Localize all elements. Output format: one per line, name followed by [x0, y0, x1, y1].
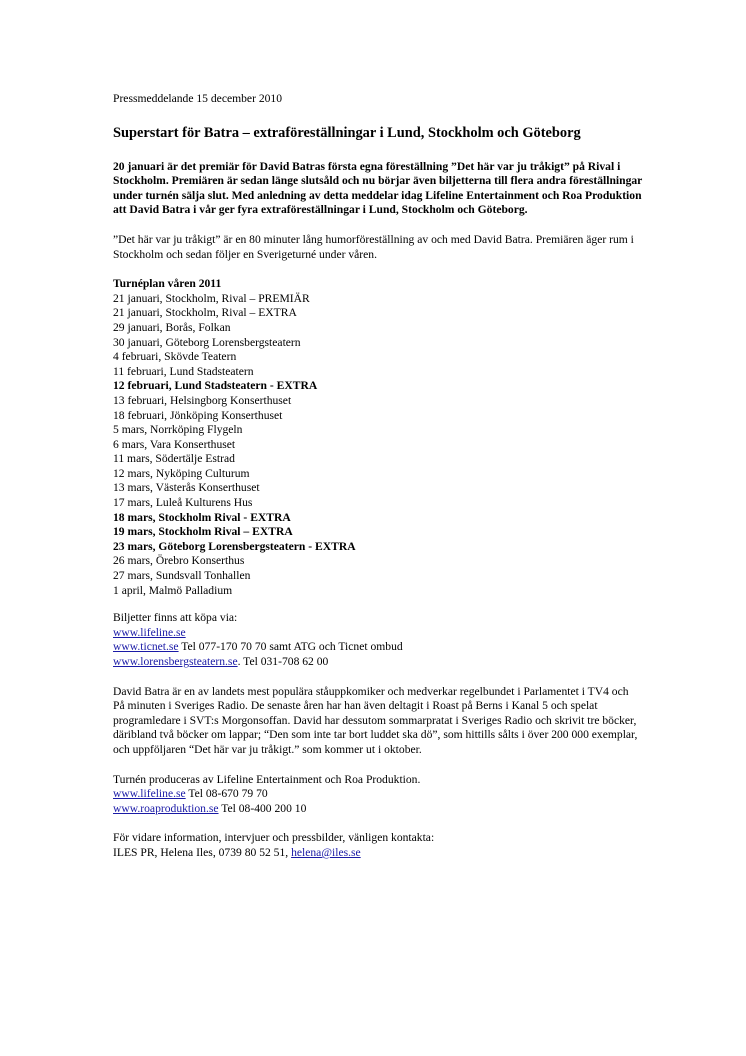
tour-date: 21 januari, Stockholm, Rival – EXTRA — [113, 306, 297, 320]
dateline: Pressmeddelande 15 december 2010 — [113, 92, 283, 105]
lifeline-link[interactable]: www.lifeline.se — [113, 625, 186, 639]
tour-plan-title: Turnéplan våren 2011 — [113, 277, 222, 291]
lorensberg-phone-text: . Tel 031-708 62 00 — [237, 655, 329, 668]
producer-lifeline-phone: Tel 08-670 79 70 — [185, 787, 268, 801]
tour-date: 17 mars, Luleå Kulturens Hus — [113, 496, 253, 510]
tour-date: 6 mars, Vara Konserthuset — [113, 437, 236, 451]
about-paragraph: David Batra är en av landets mest populära ståuppkomiker och medverkar regelbundet i Parlamentet i TV4 och På minuten i Sveriges Radio. De senaste åren har han även deltagit i Roast på Berns i Kanal 5 och spelat programledare i SVT:s Morgonsoffan. David har dessutom sommarpratat i Sveriges Radio och skrivit tre böcker, däribland två böcker om lappar; “Den som inte tar bort luddet ska dö”, som hittills sålts i över 200 000 exemplar, och uppföljaren “Det här var ju tråkigt.” som kommer ut i oktober. — [113, 684, 638, 756]
tour-date: 26 mars, Örebro Konserthus — [113, 554, 245, 568]
contact-email-link[interactable]: helena@iles.se — [291, 845, 361, 859]
tour-date: 30 januari, Göteborg Lorensbergsteatern — [113, 335, 301, 349]
headline: Superstart för Batra – extraföreställningar i Lund, Stockholm och Göteborg — [113, 124, 581, 141]
producer-roa-line — [113, 802, 643, 817]
tour-date: 4 februari, Skövde Teatern — [113, 350, 237, 364]
tour-date: 21 januari, Stockholm, Rival – PREMIÄR — [113, 291, 310, 305]
lead-paragraph: 20 januari är det premiär för David Batras första egna föreställning ”Det här var ju tråkigt” på Rival i Stockholm. Premiären är sedan länge slutsåld och nu börjar även biljetterna till flera andra föreställningar under turnén sälja slut. Med anledning av detta meddelar idag Lifeline Entertainment och Roa Produktion att David Batra i vår ger fyra extraföreställningar i Lund, Stockholm och Göteborg. — [113, 159, 643, 217]
contact-details: ILES PR, Helena Iles, 0739 80 52 51, — [113, 845, 292, 859]
producer-lifeline-link[interactable]: www.lifeline.se — [113, 787, 186, 801]
tickets-lorensberg-line — [113, 655, 643, 670]
contact-line — [113, 846, 643, 861]
tickets-ticnet-line — [113, 640, 643, 655]
roaproduktion-link[interactable]: www.roaproduktion.se — [113, 801, 219, 815]
tour-date: 12 mars, Nyköping Culturum — [113, 466, 250, 480]
tour-date-extra: 18 mars, Stockholm Rival - EXTRA — [113, 510, 291, 524]
tour-date: 1 april, Malmö Palladium — [113, 583, 233, 597]
tour-date: 13 mars, Västerås Konserthuset — [113, 481, 260, 495]
press-release-page — [113, 92, 643, 861]
producer-lifeline-line — [113, 787, 643, 802]
tour-date-extra: 19 mars, Stockholm Rival – EXTRA — [113, 525, 293, 539]
producers-intro: Turnén produceras av Lifeline Entertainment och Roa Produktion. — [113, 772, 421, 786]
tickets-lifeline-line — [113, 626, 643, 641]
contact-intro: För vidare information, intervjuer och pressbilder, vänligen kontakta: — [113, 831, 435, 845]
tickets-intro: Biljetter finns att köpa via: — [113, 611, 238, 625]
tour-date: 11 februari, Lund Stadsteatern — [113, 364, 254, 378]
lorensbergsteatern-link[interactable]: www.lorensbergsteatern.se — [113, 655, 238, 668]
ticnet-link[interactable]: www.ticnet.se — [113, 640, 179, 654]
tour-date: 27 mars, Sundsvall Tonhallen — [113, 569, 251, 583]
tour-date-list — [113, 292, 643, 598]
tour-date: 13 februari, Helsingborg Konserthuset — [113, 393, 292, 407]
tour-date-extra: 23 mars, Göteborg Lorensbergsteatern - EXTRA — [113, 539, 356, 553]
ticnet-phone-text: Tel 077-170 70 70 samt ATG och Ticnet ombud — [178, 640, 403, 654]
producer-roa-phone: Tel 08-400 200 10 — [218, 801, 307, 815]
intro-paragraph: ”Det här var ju tråkigt” är en 80 minuter lång humorföreställning av och med David Batra. Premiären äger rum i Stockholm och sedan följer en Sverigeturné under våren. — [113, 232, 634, 261]
tour-date: 18 februari, Jönköping Konserthuset — [113, 408, 283, 422]
tour-date: 29 januari, Borås, Folkan — [113, 320, 231, 334]
tour-date: 11 mars, Södertälje Estrad — [113, 452, 235, 466]
tour-date: 5 mars, Norrköping Flygeln — [113, 423, 243, 437]
tour-date-extra: 12 februari, Lund Stadsteatern - EXTRA — [113, 379, 318, 393]
